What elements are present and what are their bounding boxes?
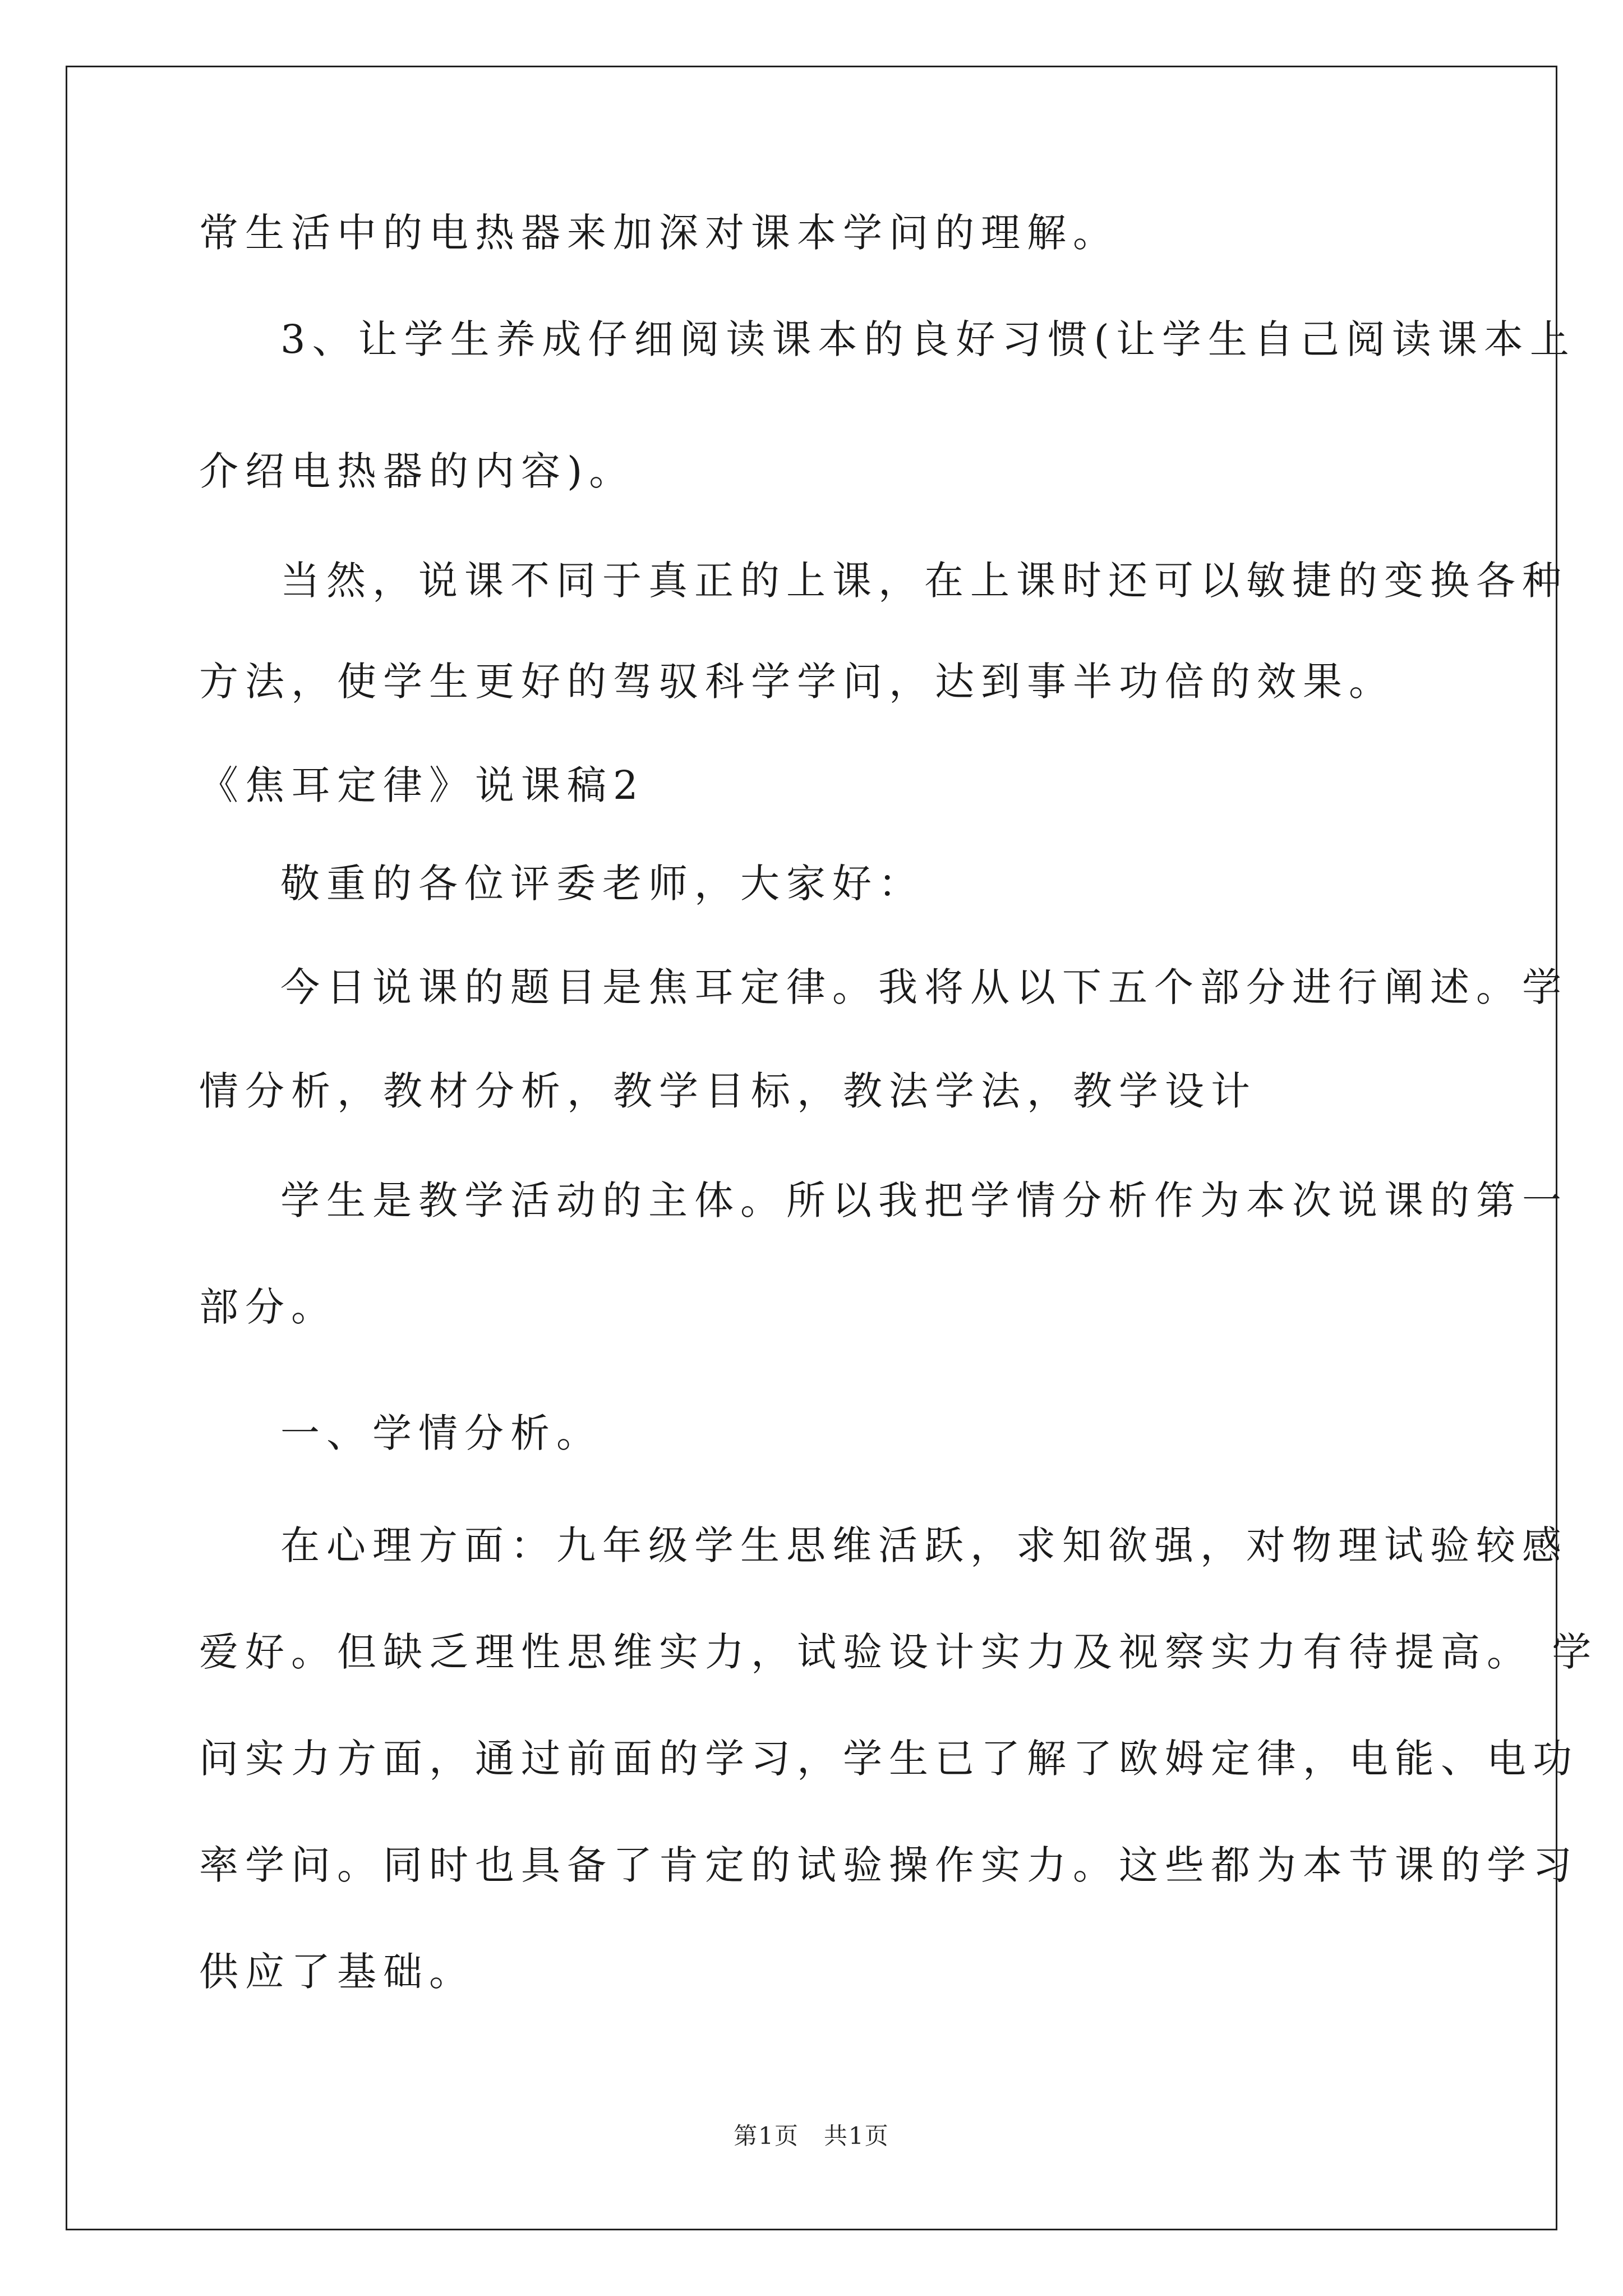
paragraph-line: 今日说课的题目是焦耳定律。我将从以下五个部分进行阐述。学 <box>280 964 1568 1010</box>
paragraph-line: 敬重的各位评委老师，大家好： <box>280 861 924 907</box>
paragraph-line: 学生是教学活动的主体。所以我把学情分析作为本次说课的第一 <box>280 1177 1568 1223</box>
paragraph-line: 常生活中的电热器来加深对课本学问的理解。 <box>199 210 1119 256</box>
paragraph-line: 介绍电热器的内容)。 <box>199 448 635 494</box>
paragraph-line: 问实力方面，通过前面的学习，学生已了解了欧姆定律，电能、电功 <box>199 1736 1579 1782</box>
section-heading: 《焦耳定律》说课稿2 <box>199 762 645 808</box>
page-number: 第1页 共1页 <box>734 2122 889 2150</box>
paragraph-line: 方法，使学生更好的驾驭科学学问，达到事半功倍的效果。 <box>199 659 1395 705</box>
paragraph-line: 率学问。同时也具备了肯定的试验操作实力。这些都为本节课的学习 <box>199 1842 1579 1888</box>
paragraph-line: 3、让学生养成仔细阅读课本的良好习惯(让学生自己阅读课本上 <box>280 316 1576 362</box>
subsection-heading: 一、学情分析。 <box>280 1410 602 1456</box>
paragraph-line: 在心理方面：九年级学生思维活跃，求知欲强，对物理试验较感 <box>280 1522 1568 1568</box>
page-border <box>66 66 1557 2230</box>
paragraph-line: 供应了基础。 <box>199 1949 475 1995</box>
paragraph-line: 当然，说课不同于真正的上课，在上课时还可以敏捷的变换各种 <box>280 558 1568 604</box>
paragraph-line: 部分。 <box>199 1284 337 1330</box>
paragraph-line: 情分析，教材分析，教学目标，教法学法，教学设计 <box>199 1068 1257 1114</box>
paragraph-line: 爱好。但缺乏理性思维实力，试验设计实力及视察实力有待提高。 学 <box>199 1629 1598 1675</box>
